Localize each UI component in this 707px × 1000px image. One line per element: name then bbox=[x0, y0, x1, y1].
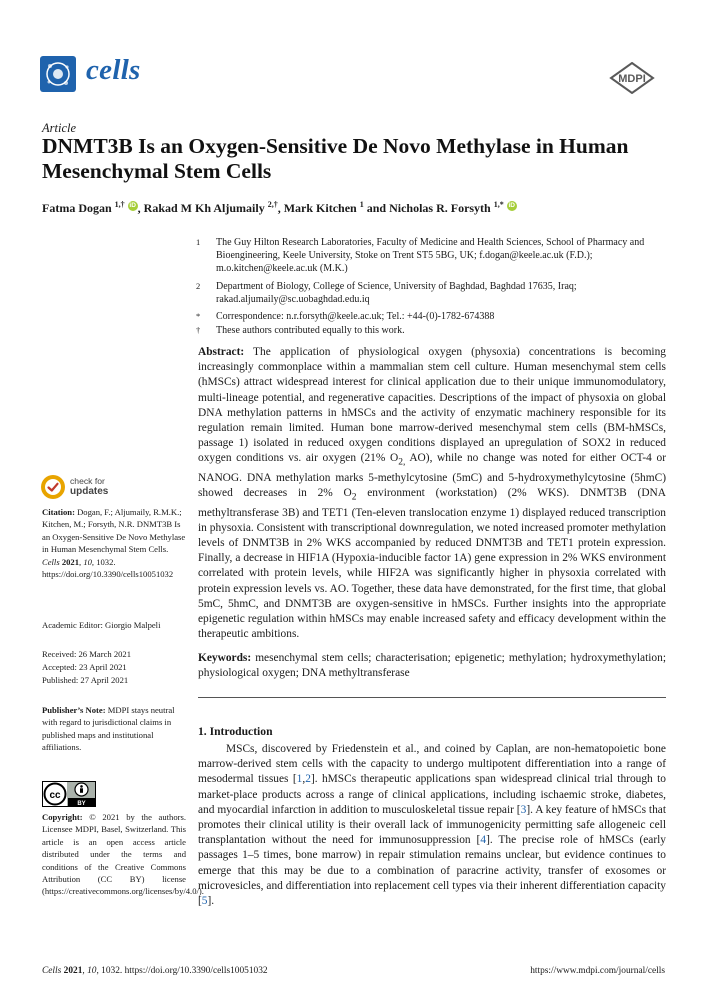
accepted-date: Accepted: 23 April 2021 bbox=[42, 662, 127, 672]
affiliation-item bbox=[196, 324, 666, 337]
orcid-icon[interactable]: iD bbox=[508, 202, 515, 209]
citation-journal: Cells bbox=[42, 556, 60, 567]
footer-volume: 10 bbox=[87, 966, 97, 976]
abstract-label: Abstract: bbox=[198, 346, 245, 358]
author-list bbox=[42, 200, 662, 216]
mdpi-logo[interactable] bbox=[609, 62, 655, 94]
author-separator: , bbox=[277, 201, 284, 215]
check-updates-label: updates bbox=[70, 486, 109, 497]
body-text: ]. bbox=[207, 895, 215, 908]
publisher-note-label: Publisher’s Note: bbox=[42, 705, 106, 715]
reference-link[interactable]: 5 bbox=[201, 895, 208, 908]
author-name: Rakad M Kh Aljumaily bbox=[143, 201, 265, 215]
author-affiliation-marker: 1,† bbox=[114, 200, 125, 209]
affiliation-marker: 2 bbox=[196, 280, 201, 291]
svg-text:BY: BY bbox=[77, 801, 86, 807]
author-name: Nicholas R. Forsyth bbox=[389, 201, 491, 215]
reference-link[interactable]: 4 bbox=[480, 834, 487, 847]
citation-doi[interactable]: , 1032. https://doi.org/10.3390/cells10051032 bbox=[42, 556, 174, 580]
author-separator: and bbox=[363, 201, 390, 215]
cells-logo-icon bbox=[40, 56, 76, 92]
affiliation-item bbox=[196, 280, 666, 306]
copyright-notice bbox=[42, 811, 204, 898]
author-affiliation-marker: 1 bbox=[359, 200, 364, 209]
footer-year: 2021 bbox=[61, 966, 83, 976]
affiliation-text: Department of Biology, College of Science, University of Baghdad, Baghdad 17635, Iraq; rakad.aljumaily@sc.uobaghdad.edu.iq bbox=[216, 280, 577, 305]
citation-text: Dogan, F.; Aljumaily, R.M.K.; Kitchen, M.; Forsyth, N.R. DNMT3B Is an Oxygen-Sensitive De Novo Methylase in Human Mesenchymal Stem Cells. bbox=[42, 507, 186, 555]
citation-year: 2021 bbox=[59, 556, 80, 567]
check-for-updates-button[interactable] bbox=[40, 474, 140, 504]
body-text: ]. A key feature of hMSCs that promotes their clinical utility is their overall lack of immunogenicity permitting safe allogeneic cell transplantation without the need for immunosuppression [ bbox=[198, 803, 667, 847]
publisher-note bbox=[42, 704, 186, 754]
body-text: ]. The precise role of hMSCs (early passages 1–5 times, bone marrow) in repair stimulation remains unclear, but evidence continues to emerge that this may be due to a combination of paracrine activity, transfer of exosomes or microvesicles, and differentiation into replacement cell types via their inherent differentiation capacity [ bbox=[198, 834, 666, 908]
check-updates-icon bbox=[40, 474, 66, 500]
received-date: Received: 26 March 2021 bbox=[42, 649, 132, 659]
svg-text:cc: cc bbox=[49, 790, 61, 801]
keywords bbox=[198, 651, 666, 681]
footer-journal-website[interactable]: https://www.mdpi.com/journal/cells bbox=[530, 966, 665, 976]
reference-link[interactable]: 3 bbox=[520, 803, 527, 816]
journal-name: cells bbox=[86, 54, 141, 86]
citation-text: , bbox=[79, 556, 84, 567]
affiliation-item bbox=[196, 236, 666, 276]
article-type: Article bbox=[42, 121, 77, 135]
affiliation-marker: † bbox=[196, 325, 201, 336]
author-name: Fatma Dogan bbox=[42, 201, 112, 215]
keywords-label: Keywords: bbox=[198, 652, 252, 664]
abstract-text: environment (workstation) (2% WKS). DNMT3B (DNA methyltransferase 3B) and TET1 (Ten-eleven translocation enzyme 1) displayed reduced transcription in physoxia. Consistent with transcriptional downregulation, we noted increased promoter methylation levels of DNMT3B in 2% WKS accompanied by reduced DNMT3B and TET1 protein expression. Finally, a decrease in HIF1A (Hypoxia-inducible factor 1A) gene expression in 2% WKS environment correlated with protein levels, while HIF2A was significantly higher in physoxia correlated with protein expression levels vs. AO. Together, these data have demonstrated, for the first time, that global 5mC, 5hmC, and DNMT3B are oxygen-sensitive in hMSCs. Further insights into the appropriate epigenetic regulation within hMSCs may enable increased safety and efficacy development within the therapeutic ambitions. bbox=[198, 487, 666, 641]
reference-link[interactable]: 2 bbox=[305, 773, 311, 786]
author-separator: , bbox=[137, 201, 144, 215]
affiliation-marker: 1 bbox=[196, 237, 201, 247]
reference-link[interactable]: 1 bbox=[296, 773, 303, 786]
copyright-text: © 2021 by the authors. Licensee MDPI, Basel, Switzerland. This article is an open access article distributed under the terms and conditions of the Creative Commons Attribution (CC BY) license (https://creativecommons.org/licenses/by/4.0/). bbox=[42, 812, 204, 897]
article-title: DNMT3B Is an Oxygen-Sensitive De Novo Methylase in Human Mesenchymal Stem Cells bbox=[42, 134, 629, 183]
subscript: 2 bbox=[351, 492, 357, 503]
author-affiliation-marker: 1,* bbox=[493, 200, 504, 209]
introduction-paragraph bbox=[198, 742, 666, 909]
footer-journal: Cells bbox=[42, 966, 62, 976]
keywords-text: mesenchymal stem cells; characterisation; epigenetic; methylation; hydroxymethylation; physiological oxygen; DNA methyltransferase bbox=[198, 652, 666, 680]
abstract-text: The application of physiological oxygen (physoxia) concentrations is becoming increasingly commonplace within a mammalian stem cell culture. Human mesenchymal stem cells (hMSCs) attract widespread interest for clinical application due to their unique immunomodulatory, multi-lineage potential, and regenerative capacities. Descriptions of the impact of physoxia on global DNA methylation patterns in hMSCs and the activity of enzymatic machinery responsible for its regulation remain limited. Human bone marrow-derived mesenchymal stem cells (BM-hMSCs, passage 1) isolated in reduced oxygen conditions displayed an upregulation of SOX2 in reduced oxygen conditions vs. air oxygen (21% O bbox=[198, 346, 666, 465]
footer-citation bbox=[42, 966, 268, 976]
cc-by-badge[interactable] bbox=[42, 781, 96, 807]
affiliations bbox=[196, 236, 666, 341]
svg-text:MDPI: MDPI bbox=[618, 73, 646, 85]
footer-doi[interactable]: , 1032. https://doi.org/10.3390/cells10051032 bbox=[96, 966, 268, 976]
citation-volume: 10 bbox=[83, 556, 92, 567]
affiliation-text: The Guy Hilton Research Laboratories, Faculty of Medicine and Health Sciences, School of Pharmacy and Bioengineering, Keele University, Stoke on Trent ST5 5BG, UK; f.dogan@keele.ac.uk (F.D.); m.o.kitchen@keele.ac.uk (M.K.) bbox=[216, 237, 645, 275]
section-divider bbox=[198, 697, 666, 698]
copyright-label: Copyright: bbox=[42, 812, 83, 822]
section-heading: 1. Introduction bbox=[198, 725, 273, 738]
author-name: Mark Kitchen bbox=[283, 201, 357, 215]
check-updates-label: check for bbox=[70, 476, 105, 486]
body-text: ]. hMSCs therapeutic applications span widespread clinical trial through to market-place products across a range of clinical applications, including ischaemic stroke, diabetes, and myocardial infarction in addition to musculoskeletal tissue repair [ bbox=[198, 773, 666, 816]
body-text: MSCs, discovered by Friedenstein et al., and coined by Caplan, are non-hematopoietic bone marrow-derived stem cells with the capacity to undergo multipotent differentiation into a range of mesodermal tissues [ bbox=[198, 743, 666, 786]
affiliation-item bbox=[196, 310, 666, 323]
citation-label: Citation: bbox=[42, 507, 75, 517]
abstract-text: AO), while no change was noted for either OCT-4 or NANOG. DNA methylation marks 5-methylcytosine (5mC) and 5-hydroxymethylcytosine (5hmC) showed decreases in 2% O bbox=[198, 452, 666, 500]
footer-text: , bbox=[82, 966, 88, 976]
correspondence-text: Correspondence: n.r.forsyth@keele.ac.uk; Tel.: +44-(0)-1782-674388 bbox=[216, 311, 495, 323]
subscript: 2, bbox=[398, 457, 406, 468]
published-date: Published: 27 April 2021 bbox=[42, 675, 129, 685]
body-text: , bbox=[302, 773, 306, 786]
citation-block bbox=[42, 506, 186, 580]
abstract bbox=[198, 345, 666, 642]
author-affiliation-marker: 2,† bbox=[267, 200, 278, 209]
orcid-icon[interactable]: iD bbox=[129, 202, 136, 209]
affiliation-marker: * bbox=[196, 311, 201, 322]
publisher-note-text: MDPI stays neutral with regard to jurisdictional claims in published maps and institutional affiliations. bbox=[42, 705, 175, 753]
equal-contribution-note: These authors contributed equally to this work. bbox=[216, 325, 405, 337]
academic-editor: Academic Editor: Giorgio Malpeli bbox=[42, 620, 161, 630]
